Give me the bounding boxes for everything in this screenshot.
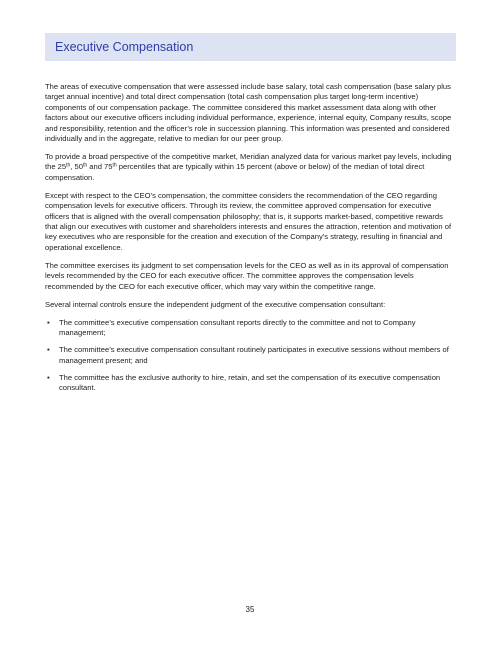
paragraph-committee-judgment: The committee exercises its judgment to set compensation levels for the CEO as well as in its approval of compensation levels recommended by the CEO for each executive officer. The committee approves the compensation levels recommended by the CEO for each executive officer, which may vary within the competitive range. (45, 260, 449, 291)
section-title: Executive Compensation (55, 40, 194, 54)
paragraph-ceo-recommendation: Except with respect to the CEO’s compensation, the committee considers the recommendation of the CEO regarding compensation levels for executive officers. Through its review, the committee approved compensation for executive officers that is aligned with the overall compensation philosophy; that is, it supports market-based, competitive rewards that align our executives with customer and shareholders interests and ensures the attraction, retention and motivation of key executives who are responsible for the creation and execution of the Company’s strategy, resulting in financial and operational excellence. (45, 190, 452, 252)
page-number: 35 (245, 605, 255, 614)
body-text (45, 82, 455, 400)
list-item: ▪ The committee has the exclusive authority to hire, retain, and set the compensation of its executive compensation consultant. (47, 372, 441, 392)
list-item: ▪ The committee’s executive compensation consultant reports directly to the committee and not to Company management; (47, 317, 416, 338)
internal-controls-list (45, 318, 455, 394)
paragraph-assessment-areas: The areas of executive compensation that were assessed include base salary, total cash compensation (base salary plus target annual incentive) and total direct compensation (total cash compensation plus target long-term incentive) components of our compensation package. The committee considered this market assessment data along with other factors about our executive officers including individual performance, experience, internal equity, Company results, scope and responsibility, retention and the officer’s role in succession planning. This information was presented and considered individually and in the aggregate, relative to median for our peer group. (45, 82, 452, 144)
bullet-icon: ▪ (47, 372, 50, 382)
bullet-icon: ▪ (47, 317, 50, 327)
list-item: ▪ The committee’s executive compensation consultant routinely participates in executive sessions without members of management present; and (47, 345, 449, 365)
section-header (45, 33, 456, 61)
paragraph-internal-controls: Several internal controls ensure the independent judgment of the executive compensation consultant: (45, 299, 386, 309)
paragraph-market-perspective: To provide a broad perspective of the competitive market, Meridian analyzed data for various market pay levels, including the 25th, 50th and 75th percentiles that are typically within 15 percent (above or below) of the median of total direct compensation. (45, 152, 452, 182)
bullet-icon: ▪ (47, 345, 50, 355)
